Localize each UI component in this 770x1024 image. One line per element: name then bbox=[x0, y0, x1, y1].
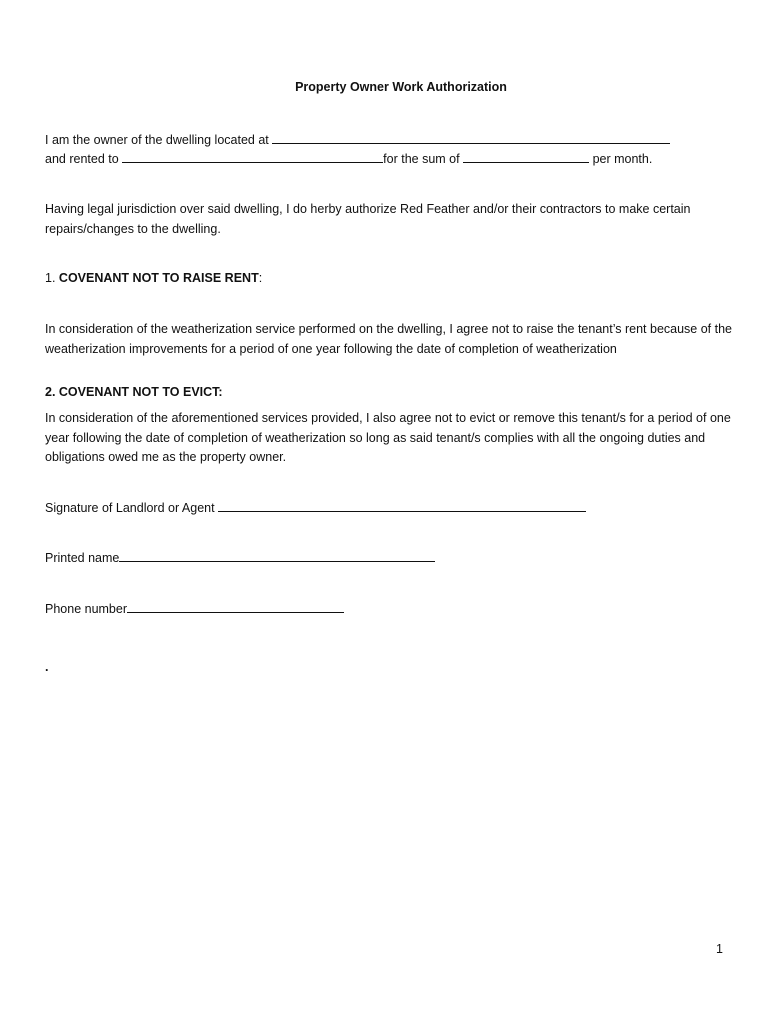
printed-name-label: Printed name bbox=[45, 551, 120, 565]
rent-line bbox=[45, 149, 652, 169]
covenant-rent-number: 1. bbox=[45, 271, 56, 285]
stray-dot: . bbox=[45, 660, 49, 674]
jurisdiction-paragraph: Having legal jurisdiction over said dwelling, I do herby authorize Red Feather and/or their contractors to make certain repairs/changes to the dwelling. bbox=[45, 202, 691, 236]
covenant-rent-colon: : bbox=[258, 271, 263, 285]
signature-label: Signature of Landlord or Agent bbox=[45, 501, 215, 515]
page-number: 1 bbox=[716, 942, 723, 956]
owner-address-line bbox=[45, 130, 670, 150]
dwelling-address-field[interactable] bbox=[272, 130, 670, 144]
covenant-evict-heading: 2. COVENANT NOT TO EVICT: bbox=[45, 385, 223, 399]
rented-to-label: and rented to bbox=[45, 152, 119, 166]
signature-field[interactable] bbox=[218, 498, 586, 512]
signature-line bbox=[45, 498, 586, 518]
tenant-name-field[interactable] bbox=[122, 149, 383, 163]
owner-address-label: I am the owner of the dwelling located at bbox=[45, 133, 269, 147]
phone-line bbox=[45, 599, 344, 619]
printed-name-line bbox=[45, 548, 435, 568]
rent-amount-field[interactable] bbox=[463, 149, 589, 163]
printed-name-field[interactable] bbox=[119, 548, 435, 562]
covenant-rent-heading bbox=[45, 269, 262, 288]
covenant-rent-body: In consideration of the weatherization service performed on the dwelling, I agree not to raise the tenant’s rent because of the weatherization improvements for a period of one year following the date of completion of weatherization bbox=[45, 322, 732, 356]
document-title: Property Owner Work Authorization bbox=[295, 80, 507, 94]
covenant-rent-title: COVENANT NOT TO RAISE RENT bbox=[58, 271, 259, 285]
phone-label: Phone number bbox=[45, 602, 128, 616]
sum-label: for the sum of bbox=[383, 152, 460, 166]
phone-field[interactable] bbox=[127, 599, 344, 613]
covenant-evict-body: In consideration of the aforementioned services provided, I also agree not to evict or remove this tenant/s for a period of one year following the date of completion of weatherization so long as said tenant/s complies with all the ongoing duties and obligations owed me as the property owner. bbox=[45, 411, 731, 464]
per-month-label: per month. bbox=[592, 152, 653, 166]
